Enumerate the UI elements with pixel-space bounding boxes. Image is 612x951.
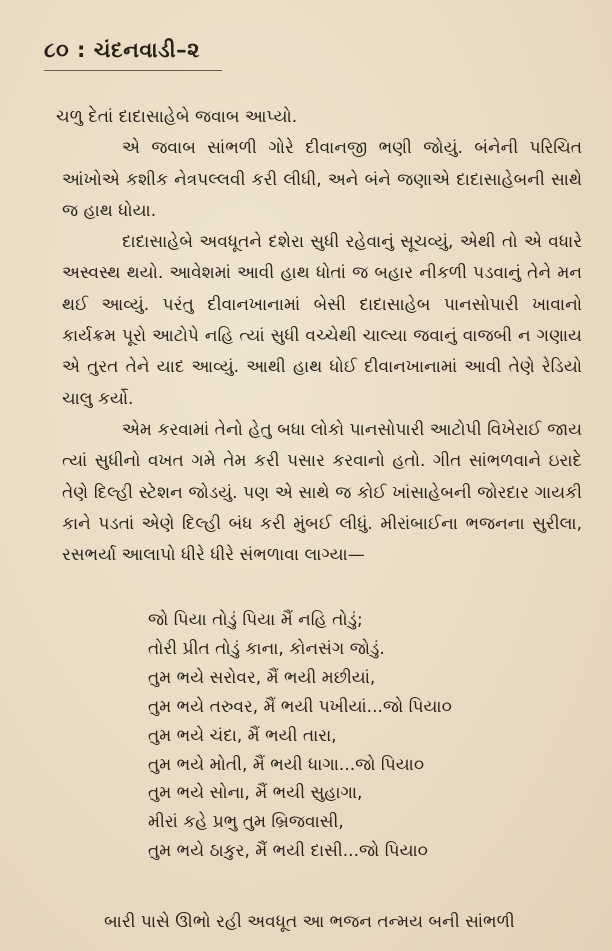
paragraph-2: એ જવાબ સાંભળી ગોરે દીવાનજી ભણી જોયું. બંનેની પરિચિત આંખોએ કશીક નેત્રપલ્લવી કરી લીધી, અને બંને જણાએ દાદાસાહેબની સાથે જ હાથ ધોયા. [62,138,582,221]
poem-line: જો પિયા તોડું પિયા મૈં નહિ તોડું; [148,610,363,630]
poem-line: તુમ ભયે મોતી, મૈં ભયી ધાગા...જો પિયા૦ [148,754,425,775]
paragraph-4: એમ કરવામાં તેનો હેતુ બધા લોકો પાનસોપારી આટોપી વિખેરાઈ જાય ત્યાં સુધીનો વખત ગમે તેમ કરી પસાર કરવાનો હતો. ગીત સાંભળવાને ઇરાદે તેણે દિલ્હી સ્ટેશન જોડયું. પણ એ સાથે જ કોઈ ખાંસાહેબની જોરદાર ગાયકી કાને પડતાં એણે દિલ્હી બંધ કરી મુંબઈ લીધું. મીરાંબાઈના ભજનના સુરીલા, રસભર્યા આલાપો ધીરે ધીરે સંભળાવા લાગ્યા— [62,419,582,566]
paragraph-3: દાદાસાહેબે અવધૂતને દશેરા સુધી રહેવાનું સૂચવ્યું, એથી તો એ વધારે અસ્વસ્થ થયો. આવેશમાં આવી હાથ ધોતાં જ બહાર નીકળી પડવાનું તેને મન થઈ આવ્યું. પરંતુ દીવાનખાનામાં બેસી દાદાસાહેબ પાનસોપારી ખાવાનો કાર્યક્રમ પૂરો આટોપે નહિ ત્યાં સુધી વચ્ચેથી ચાલ્યા જવાનું વાજબી ન ગણાય એ તુરત તેને યાદ આવ્યું. આથી હાથ ધોઈ દીવાનખાનામાં આવી તેણે રેડિયો ચાલુ કર્યો. [62,232,582,409]
header-underline [44,70,222,71]
poem-block [148,606,452,866]
paragraph-1: ચળુ દેતાં દાદાસાહેબે જવાબ આપ્યો. [56,107,298,127]
page-header: ૮૦ : ચંદનવાડી–૨ [44,38,200,62]
poem-line: તુમ ભયે ઠાકુર, મૈં ભયી દાસી...જો પિયા૦ [148,841,428,862]
poem-line: તુમ ભયે સોના, મૈં ભયી સુહાગા, [148,783,363,804]
poem-line: મીરાં કહે પ્રભુ તુમ બ્રિજવાસી, [148,812,344,833]
body-text [56,102,582,571]
poem-line: તુમ ભયે સરોવર, મૈં ભયી મછીયાં, [148,667,376,688]
poem-line: તોરી પ્રીત તોડું કાના, કોનસંગ જોડું. [148,638,385,659]
poem-line: તુમ ભયે તરુવર, મૈં ભયી પખીયાં...જો પિયા૦ [148,696,452,717]
poem-line: તુમ ભયે ચંદા, મૈં ભયી તારા, [148,725,337,746]
closing-line: બારી પાસે ઊભો રહી અવધૂત આ ભજન તન્મય બની સાંભળી [104,912,515,932]
